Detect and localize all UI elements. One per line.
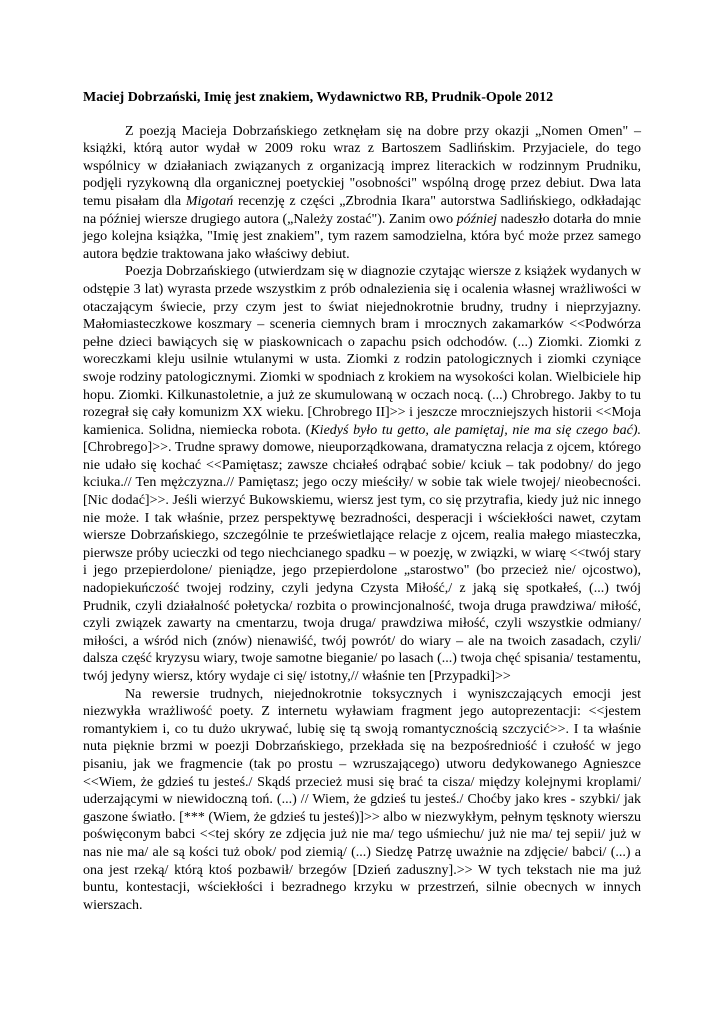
text-run: [Chrobrego]>>. Trudne sprawy domowe, nieuporządkowana, dramatyczna relacja z ojcem, którego nie udało się kochać <<Pamiętasz; zawsze chciałeś odrąbać sobie/ kciuk – tak podobny/ do jego kciuka.// Ten mężczyzna.// Pamiętasz; jego oczy mieściły/ w sobie tak wiele twojej/ nieobecności. [Nic dodać]>>. Jeśli wierzyć Bukowskiemu, wiersz jest tym, co się przytrafia, kiedy już nic innego nie może. I tak właśnie, przez perspektywę bezradności, desperacji i wściekłości nawet, czytam wiersze Dobrzańskiego, szczególnie te prześwietlające relacje z ojcem, realia małego miasteczka, pierwsze próby ucieczki od tego niechcianego spadku – w poezję, w związki, w wiarę <<twój stary i jego przepierdolone/ pieniądze, jego przepierdolone „starostwo" (bo przecież nie/ ojcostwo), nadopiekuńczość twojej rodziny, czyli jedyna Czysta Miłość,/ z jaką się spotkałeś, (...) twój Prudnik, czyli działalność połetycka/ rozbita o prowincjonalność, twoja druga prawdziwa/ miłość, czyli związek zawarty na cmentarzu, twoja druga/ prawdziwa miłość, czyli wszystkie odmiany/ miłości, a wśród nich (znów) nienawiść, twój powrót/ do wiary – ale na twoich zasadach, czyli/ dalsza część kryzysu wiary, twoje samotne bieganie/ po lasach (...) twoja chęć spisania/ testamentu, twój jedyny wiersz, który wydaje ci się/ istotny,// właśnie ten [Przypadki]>>	[83, 440, 641, 684]
body-paragraph	[83, 123, 641, 264]
text-run: Z poezją Macieja Dobrzańskiego zetknęłam się na dobre przy okazji „Nomen Omen" – książki, którą autor wydał w 2009 roku wraz z Bartoszem Sadlińskim. Przyjaciele, do tego wspólnicy w działaniach związanych z organizacją imprez literackich w rodzinnym Prudniku, podjęli ryzykowną dla organicznej poetyckiej "osobności" wspólną drogę przez debiut. Dwa lata temu pisałam dla	[83, 123, 641, 209]
italic-run: później	[456, 211, 498, 227]
review-heading: Maciej Dobrzański, Imię jest znakiem, Wydawnictwo RB, Prudnik-Opole 2012	[83, 90, 554, 105]
review-document	[83, 89, 641, 914]
body-paragraph	[83, 686, 641, 915]
text-run: nadeszło dotarła do mnie jego kolejna książka, "Imię jest znakiem", tym razem samodzielna, która być może przez samego autora będzie traktowana jako właściwy debiut.	[83, 211, 641, 262]
italic-run: Migotań	[185, 193, 234, 209]
italic-run: Kiedyś było tu getto, ale pamiętaj, nie ma się czego bać).	[310, 422, 641, 438]
text-run: recenzję z części „Zbrodnia Ikara" autorstwa Sadlińskiego, odkładając na później wiersze drugiego autora („Należy zostać"). Zanim owo	[83, 193, 641, 227]
review-body	[83, 123, 641, 915]
text-run: Na rewersie trudnych, niejednokrotnie toksycznych i wyniszczających emocji jest niezwykła wrażliwość poety. Z internetu wyławiam fragment jego autoprezentacji: <<jestem romantykiem i, co tu dużo ukrywać, lubię się tą swoją romantycznością szczycić>>. I ta właśnie nuta pięknie brzmi w poezji Dobrzańskiego, przekłada się na bezpośredniość i czułość w jego pisaniu, jak we fragmencie (tak po prostu – wzruszającego) utworu dedykowanego Agnieszce <<Wiem, że gdzieś tu jesteś./ Skądś przecież musi się brać ta cisza/ między kolejnymi kroplami/ uderzającymi w niewidoczną toń. (...) // Wiem, że gdzieś tu jesteś./ Choćby jako kres - szybki/ jak gaszone światło. [*** (Wiem, że gdzieś tu jesteś)]>> albo w niezwykłym, pełnym tęsknoty wierszu poświęconym babci <<tej skóry ze zdjęcia już nie ma/ tego uśmiechu/ już nie ma/ tej sepii/ już w nas nie ma/ ale są kości tuż obok/ pod ziemią/ (...) Siedzę Patrzę uważnie na zdjęcie/ babci/ (...) a ona jest rzeką/ którą ktoś pozbawił/ brzegów [Dzień zaduszny].>> W tych tekstach nie ma już buntu, kontestacji, wściekłości i bezradnego krzyku w przestrzeń, silnie obecnych w innych wierszach.	[83, 686, 641, 913]
body-paragraph	[83, 263, 641, 685]
text-run: Poezja Dobrzańskiego (utwierdzam się w diagnozie czytając wiersze z książek wydanych w odstępie 3 lat) wyrasta przede wszystkim z prób odnalezienia się i ocalenia własnej wrażliwości w otaczającym świecie, przy czym jest to świat niejednokrotnie brudny, trudny i nieprzyjazny. Małomiasteczkowe koszmary – sceneria ciemnych bram i mrocznych zakamarków <<Podwórza pełne dzieci bawiących się w piaskownicach o zapachu psich odchodów. (...) Ziomki. Ziomki z woreczkami kleju usilnie wtulanymi w usta. Ziomki z rodzin patologicznych i ziomki czyniące swoje rodziny patologicznymi. Ziomki w spodniach z krokiem na wysokości kolan. Wielbiciele hip hopu. Ziomki. Kilkunastoletnie, a już ze skumulowaną w oczach nocą. (...) Chrobrego. Jakby to tu rozegrał się cały komunizm XX wieku. [Chrobrego II]>> i jeszcze mroczniejszych historii <<Moja kamienica. Solidna, niemiecka robota. (	[83, 264, 641, 438]
